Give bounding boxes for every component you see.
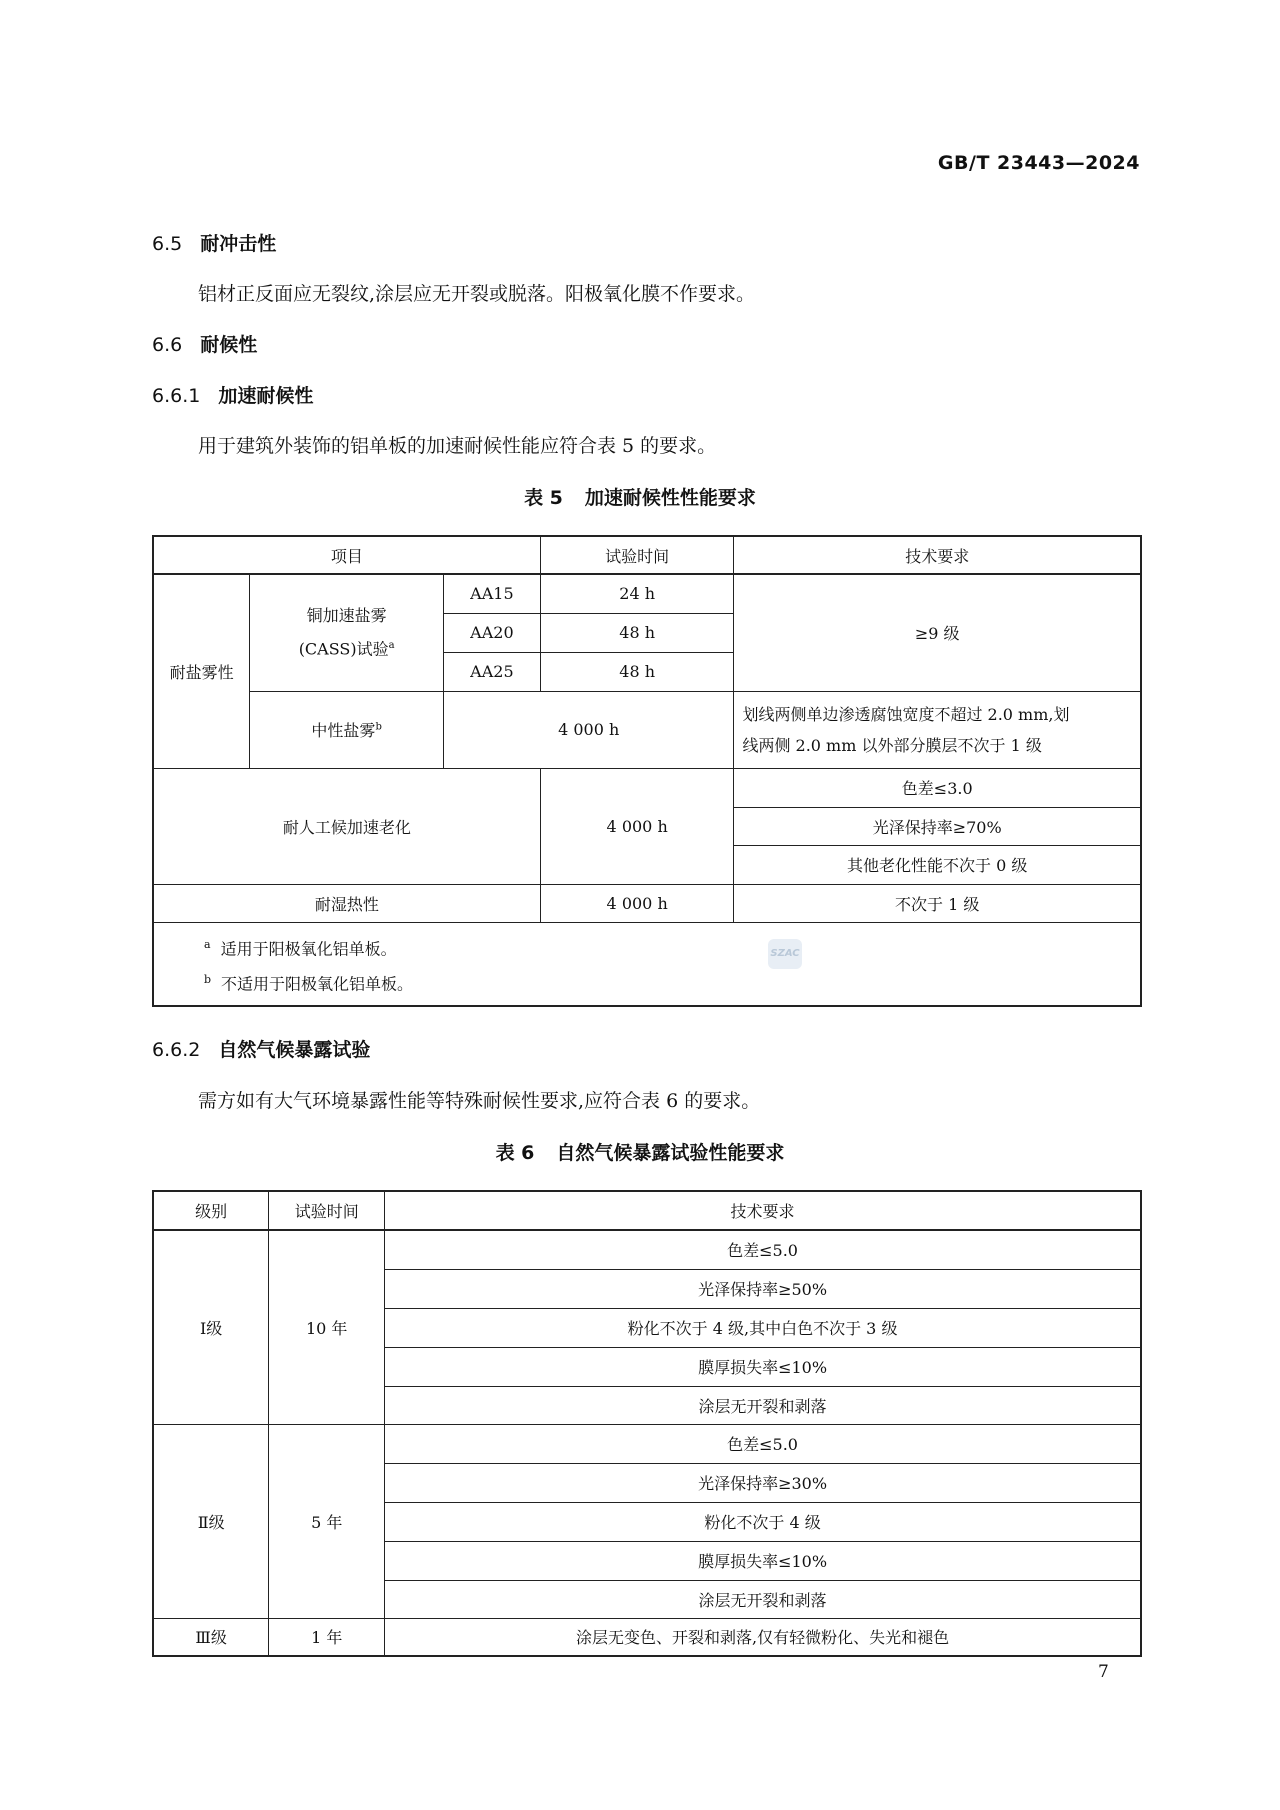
table-row: [153, 1424, 1141, 1463]
grade-req: 色差≤5.0: [385, 1230, 1141, 1269]
paragraph-6-6-2: 需方如有大气环境暴露性能等特殊耐候性要求,应符合表 6 的要求。: [198, 1090, 761, 1112]
grade-req: 光泽保持率≥50%: [385, 1269, 1141, 1308]
humid-heat-label: 耐湿热性: [153, 884, 540, 922]
section-title: 自然气候暴露试验: [218, 1039, 371, 1061]
table5-caption: [0, 483, 1280, 510]
page-number: 7: [1098, 1662, 1109, 1682]
aa-time: 48 h: [540, 652, 734, 691]
footnote-mark: a: [204, 937, 211, 951]
table-row: [153, 536, 1141, 574]
section-title: 加速耐候性: [218, 385, 314, 407]
section-title: 耐冲击性: [200, 233, 277, 255]
cass-line1: 铜加速盐雾: [306, 606, 387, 626]
neutral-req-line2: 线两侧 2.0 mm 以外部分膜层不次于 1 级: [742, 735, 1042, 755]
cass-label: [250, 574, 444, 691]
grade-req: 粉化不次于 4 级,其中白色不次于 3 级: [385, 1308, 1141, 1347]
table-note: $^b$ 不适用于阳极氧化铝单板。: [204, 972, 414, 994]
section-number: 6.6.2: [152, 1039, 201, 1061]
header-time: 试验时间: [540, 536, 734, 574]
table-row: [153, 768, 1141, 807]
grade-req: 涂层无变色、开裂和剥落,仅有轻微粉化、失光和褪色: [385, 1618, 1141, 1656]
grade-req: 色差≤5.0: [385, 1424, 1141, 1463]
grade-time: 5 年: [269, 1424, 385, 1618]
table6: [152, 1190, 1142, 1657]
paragraph-6-6-1: 用于建筑外装饰的铝单板的加速耐候性能应符合表 5 的要求。: [198, 435, 717, 457]
grade-time: 10 年: [269, 1230, 385, 1424]
grade-req: 涂层无开裂和剥落: [385, 1580, 1141, 1618]
grade-req: 涂层无开裂和剥落: [385, 1386, 1141, 1424]
humid-heat-requirement: 不次于 1 级: [734, 884, 1141, 922]
artificial-req: 色差≤3.0: [734, 768, 1141, 807]
aa-grade: AA25: [443, 652, 540, 691]
artificial-aging-time: 4 000 h: [540, 768, 734, 884]
header-grade: 级别: [153, 1191, 269, 1230]
table5: [152, 535, 1142, 1007]
artificial-req: 其他老化性能不次于 0 级: [734, 845, 1141, 884]
watermark-logo: SZAC: [768, 939, 802, 969]
header-req: 技术要求: [734, 536, 1141, 574]
table-notes-row: [153, 922, 1141, 1006]
header-req: 技术要求: [385, 1191, 1141, 1230]
salt-spray-label: 耐盐雾性: [153, 574, 250, 768]
table5-caption-title: 加速耐候性性能要求: [584, 487, 756, 509]
table-row: [153, 1191, 1141, 1230]
grade-req: 粉化不次于 4 级: [385, 1502, 1141, 1541]
aa-time: 48 h: [540, 613, 734, 652]
cass-line2: (CASS)试验$^a$: [298, 639, 395, 659]
table-row: [153, 574, 1141, 613]
table-row: [153, 1230, 1141, 1269]
paragraph-6-5: 铝材正反面应无裂纹,涂层应无开裂或脱落。阳极氧化膜不作要求。: [198, 283, 756, 305]
grade-label: Ⅲ级: [153, 1618, 269, 1656]
neutral-salt-label: 中性盐雾$^b$: [250, 691, 444, 768]
table5-notes: [153, 922, 1141, 1006]
heading-6-6: [152, 330, 257, 357]
neutral-req-line1: 划线两侧单边渗透腐蚀宽度不超过 2.0 mm,划: [742, 704, 1070, 724]
table-note: $^a$ 适用于阳极氧化铝单板。: [204, 937, 397, 958]
header-time: 试验时间: [269, 1191, 385, 1230]
heading-6-5: [152, 229, 276, 256]
heading-6-6-1: [152, 381, 313, 408]
standard-code: GB/T 23443—2024: [937, 152, 1140, 174]
footnote-mark: a: [388, 640, 395, 652]
table-row: [153, 1618, 1141, 1656]
table5-caption-number: 表 5: [524, 487, 563, 509]
grade-label: Ⅱ级: [153, 1424, 269, 1618]
cass-requirement: ≥9 级: [734, 574, 1141, 691]
section-number: 6.5: [152, 233, 183, 255]
aa-grade: AA15: [443, 574, 540, 613]
header-item: 项目: [153, 536, 540, 574]
artificial-aging-label: 耐人工候加速老化: [153, 768, 540, 884]
section-number: 6.6: [152, 334, 183, 356]
grade-time: 1 年: [269, 1618, 385, 1656]
table-row: [153, 691, 1141, 768]
footnote-mark: b: [375, 721, 382, 733]
aa-grade: AA20: [443, 613, 540, 652]
table-row: [153, 884, 1141, 922]
grade-req: 光泽保持率≥30%: [385, 1463, 1141, 1502]
table6-caption-title: 自然气候暴露试验性能要求: [556, 1142, 785, 1164]
section-title: 耐候性: [200, 334, 258, 356]
aa-time: 24 h: [540, 574, 734, 613]
grade-req: 膜厚损失率≤10%: [385, 1347, 1141, 1386]
grade-label: Ⅰ级: [153, 1230, 269, 1424]
section-number: 6.6.1: [152, 385, 201, 407]
footnote-mark: b: [204, 972, 212, 986]
table6-caption-number: 表 6: [495, 1142, 535, 1164]
neutral-salt-time: 4 000 h: [443, 691, 733, 768]
heading-6-6-2: [152, 1035, 370, 1062]
grade-req: 膜厚损失率≤10%: [385, 1541, 1141, 1580]
table6-caption: [0, 1138, 1280, 1165]
artificial-req: 光泽保持率≥70%: [734, 807, 1141, 845]
neutral-salt-requirement: [734, 691, 1141, 768]
humid-heat-time: 4 000 h: [540, 884, 734, 922]
